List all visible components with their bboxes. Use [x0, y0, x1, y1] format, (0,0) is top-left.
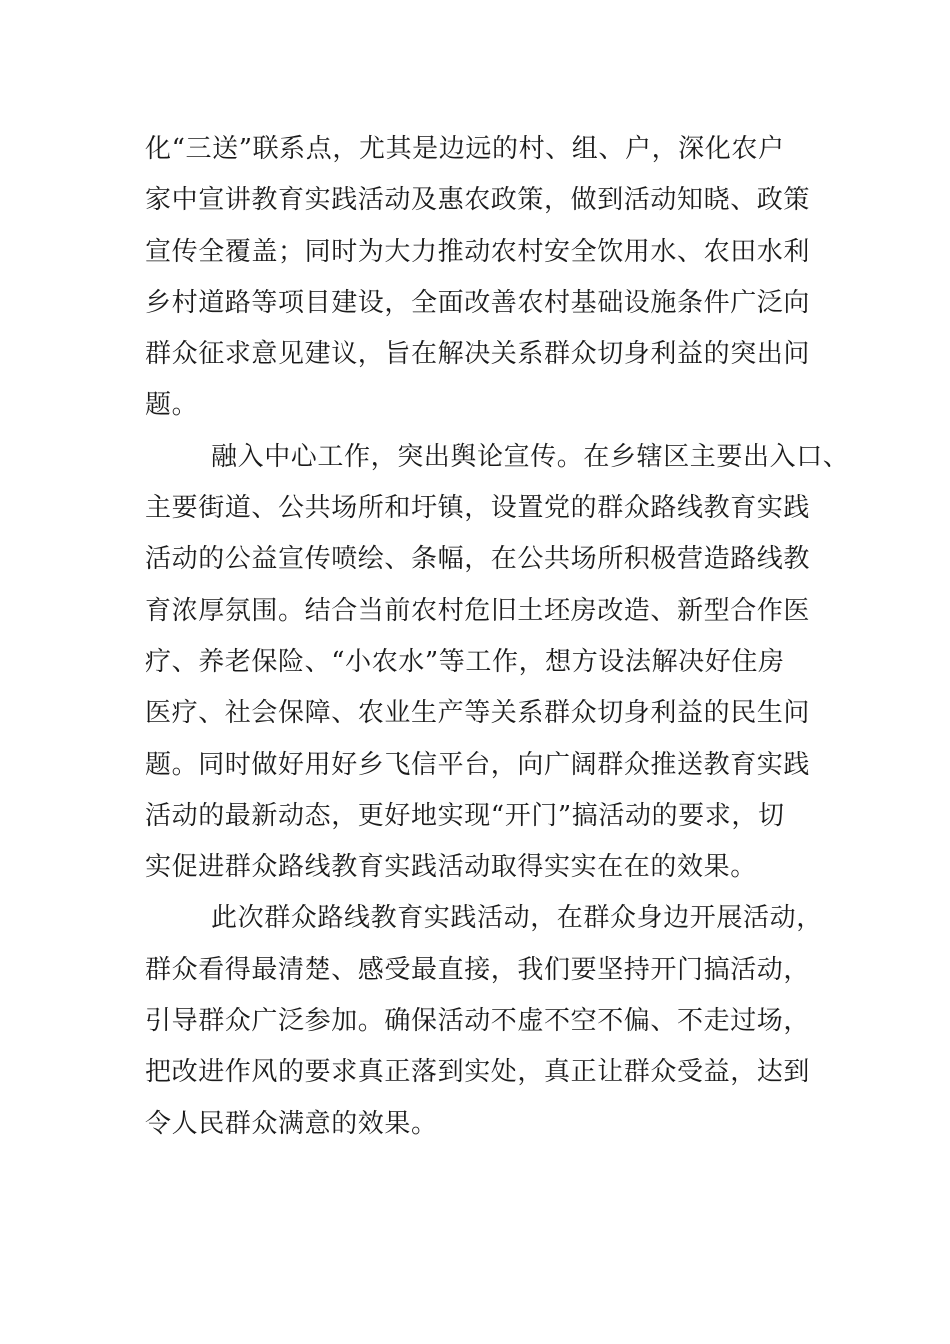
paragraph-3	[145, 893, 825, 1149]
text-line: 医疗、社会保障、农业生产等关系群众切身利益的民生问	[145, 698, 811, 729]
text-line: 令人民群众满意的效果。	[145, 1108, 438, 1139]
text-line: 题。同时做好用好乡飞信平台，向广阔群众推送教育实践	[145, 749, 811, 780]
text-line: 育浓厚氛围。结合当前农村危旧土坯房改造、新型合作医	[145, 595, 811, 626]
document-body	[145, 124, 850, 1150]
text-line: 乡村道路等项目建设，全面改善农村基础设施条件广泛向	[145, 287, 811, 318]
text-line: 活动的最新动态，更好地实现“开门”搞活动的要求，切	[145, 800, 785, 831]
text-line: 主要街道、公共场所和圩镇，设置党的群众路线教育实践	[145, 493, 811, 524]
text-line: 群众看得最清楚、感受最直接，我们要坚持开门搞活动，	[145, 954, 811, 985]
text-line: 实促进群众路线教育实践活动取得实实在在的效果。	[145, 852, 757, 883]
paragraph-1	[145, 124, 825, 432]
text-line: 疗、养老保险、“小农水”等工作，想方设法解决好住房	[145, 646, 785, 677]
text-line: 题。	[145, 390, 199, 421]
text-line: 宣传全覆盖；同时为大力推动农村安全饮用水、农田水利	[145, 236, 811, 267]
text-line: 家中宣讲教育实践活动及惠农政策，做到活动知晓、政策	[145, 185, 811, 216]
text-line: 此次群众路线教育实践活动，在群众身边开展活动，	[211, 903, 823, 934]
paragraph-2	[145, 432, 850, 894]
text-line: 引导群众广泛参加。确保活动不虚不空不偏、不走过场，	[145, 1006, 811, 1037]
text-line: 融入中心工作，突出舆论宣传。在乡辖区主要出入口、	[211, 441, 850, 472]
text-line: 群众征求意见建议，旨在解决关系群众切身利益的突出问	[145, 339, 811, 370]
text-line: 化“三送”联系点，尤其是边远的村、组、户，深化农户	[145, 134, 785, 164]
text-line: 把改进作风的要求真正落到实处，真正让群众受益，达到	[145, 1057, 811, 1088]
text-line: 活动的公益宣传喷绘、条幅，在公共场所积极营造路线教	[145, 544, 811, 575]
